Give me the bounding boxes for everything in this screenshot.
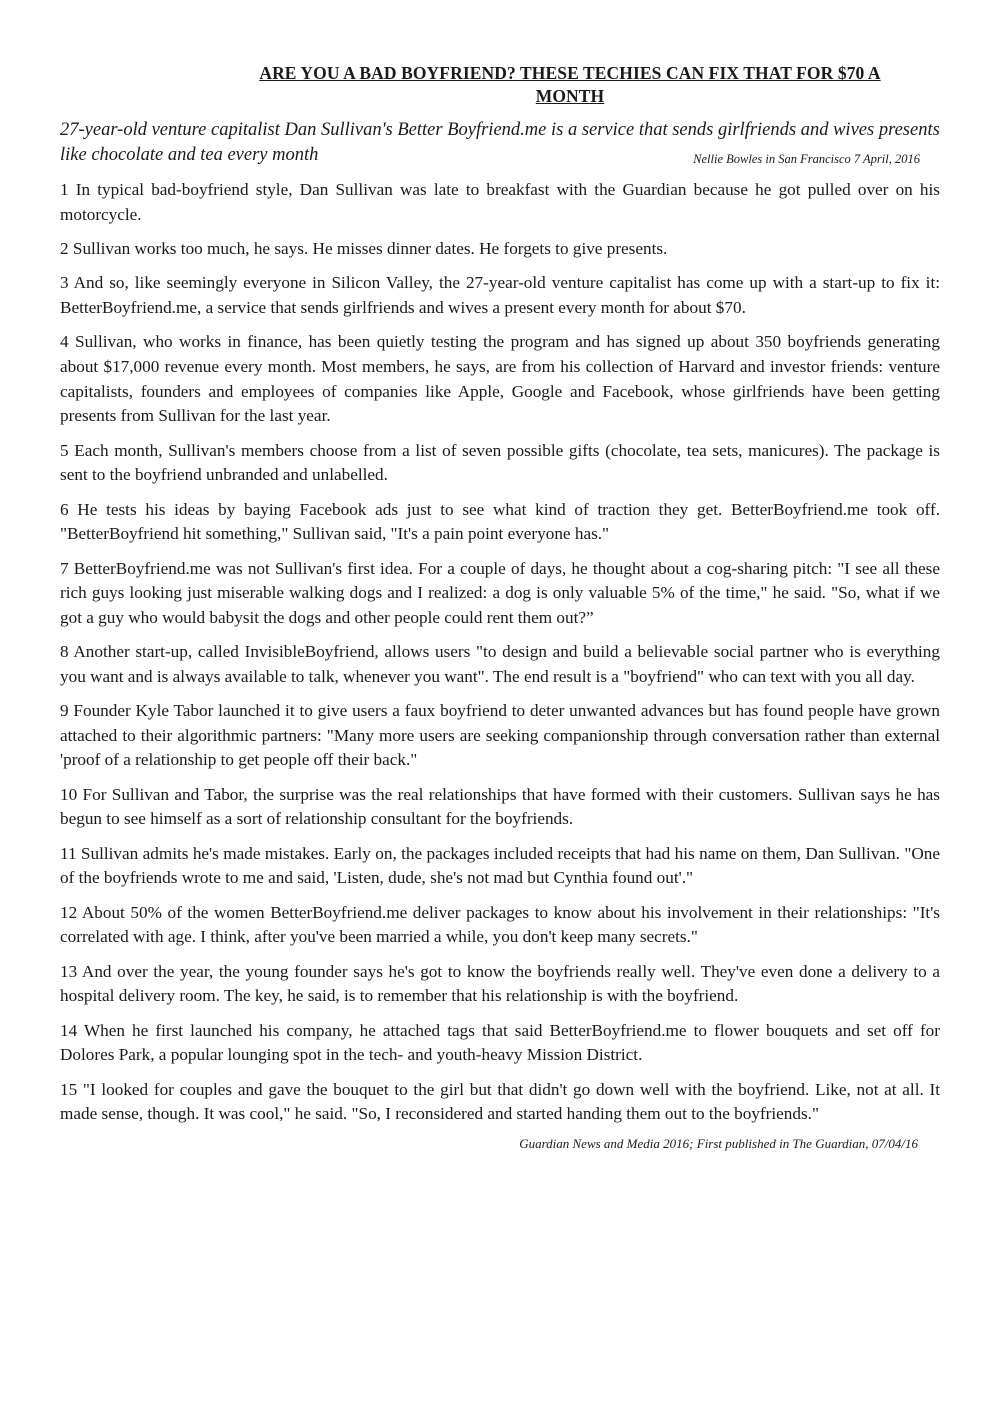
paragraph-1: 1 In typical bad-boyfriend style, Dan Sullivan was late to breakfast with the Guardian because he got pulled over on his motorcycle. [60,180,940,224]
paragraph-13: 13 And over the year, the young founder says he's got to know the boyfriends really well. They've even done a delivery to a hospital delivery room. The key, he said, is to remember that his relationship is with the boyfriend. [60,961,940,1006]
article-title [60,62,940,108]
standfirst [60,118,940,168]
credit-separator: ; [689,1135,697,1151]
paragraph-4: 4 Sullivan, who works in finance, has been quietly testing the program and has signed up about 350 boyfriends generating about $17,000 revenue every month. Most members, he says, are from his collection of Harvard and investor friends: venture capitalists, founders and employees of companies like Apple, Google and Facebook, whose girlfriends have been getting presents from Sullivan for the last year. [60,332,940,426]
paragraph-11: 11 Sullivan admits he's made mistakes. Early on, the packages included receipts that had his name on them, Dan Sullivan. "One of the boyfriends wrote to me and said, 'Listen, dude, she's not mad but Cynthia found out'." [60,843,940,888]
paragraph-8: 8 Another start-up, called InvisibleBoyfriend, allows users "to design and build a believable social partner who is everything you want and is always available to talk, whenever you want". The end result is a "boyfriend" who can text with you all day. [60,642,940,686]
paragraph-3: 3 And so, like seemingly everyone in Silicon Valley, the 27-year-old venture capitalist has come up with a start-up to fix it: BetterBoyfriend.me, a service that sends girlfriends and wives a present every month for about $70. [60,273,940,317]
standfirst-text: 27-year-old venture capitalist Dan Sullivan's Better Boyfriend.me is a service that sends girlfriends and wives presents like chocolate and tea every month [60,120,940,165]
article-body [60,178,940,1151]
paragraph-10: 10 For Sullivan and Tabor, the surprise was the real relationships that have formed with their customers. Sullivan says he has begun to see himself as a sort of relationship consultant for the boyfriends. [60,784,940,829]
paragraph-5: 5 Each month, Sullivan's members choose from a list of seven possible gifts (chocolate, tea sets, manicures). The package is sent to the boyfriend unbranded and unlabelled. [60,440,940,485]
credit-publisher: Guardian News and Media 2016 [519,1135,690,1151]
paragraph-2: 2 Sullivan works too much, he says. He misses dinner dates. He forgets to give presents. [60,238,668,258]
paragraph-6: 6 He tests his ideas by baying Facebook ads just to see what kind of traction they get. BetterBoyfriend.me took off. "BetterBoyfriend hit something," Sullivan said, "It's a pain point everyone has." [60,499,940,544]
title-line-1: ARE YOU A BAD BOYFRIEND? THESE TECHIES CAN FIX THAT FOR $70 A [259,63,881,83]
paragraph-15 [60,1078,940,1151]
paragraph-12: 12 About 50% of the women BetterBoyfriend.me deliver packages to know about his involvement in their relationships: "It's correlated with age. I think, after you've been married a while, you don't keep many secrets." [60,902,940,947]
paragraph-15-text: 15 "I looked for couples and gave the bouquet to the girl but that didn't go down well with the boyfriend. Like, not at all. It made sense, though. It was cool," he said. "So, I reconsidered and started handing them out to the boyfriends." [60,1079,940,1124]
paragraph-7: 7 BetterBoyfriend.me was not Sullivan's first idea. For a couple of days, he thought about a cog-sharing pitch: "I see all these rich guys looking just miserable walking dogs and I realized: a dog is only valuable 5% of the time," he said. "So, what if we got a guy who would babysit the dogs and other people could rent them out?” [60,558,940,627]
paragraph-9: 9 Founder Kyle Tabor launched it to give users a faux boyfriend to deter unwanted advances but has found people have grown attached to their algorithmic partners: "Many more users are seeking companionship through conversation rather than external 'proof of a relationship to get people off their back." [60,701,940,770]
byline: Nellie Bowles in San Francisco 7 April, 2016 [693,152,920,166]
credit-first-published: First published in The Guardian, 07/04/16 [696,1135,918,1151]
paragraph-14: 14 When he first launched his company, he attached tags that said BetterBoyfriend.me to flower bouquets and set off for Dolores Park, a popular lounging spot in the tech- and youth-heavy Mission District. [60,1020,940,1065]
source-credit [519,1132,918,1157]
title-line-2: MONTH [535,86,605,106]
